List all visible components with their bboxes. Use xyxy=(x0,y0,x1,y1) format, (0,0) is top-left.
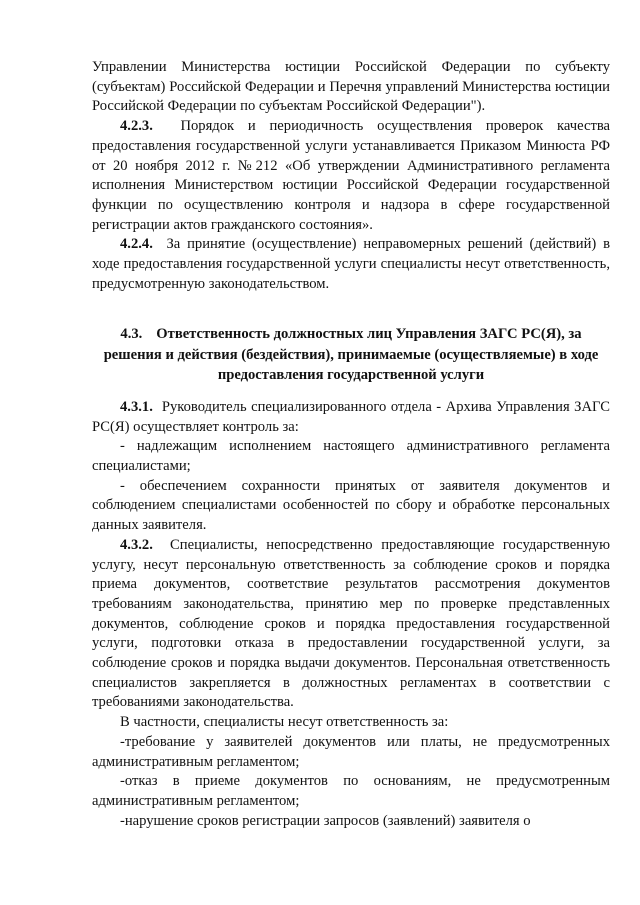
clause-number: 4.3.1. xyxy=(120,398,153,415)
paragraph-text: - обеспечением сохранности принятых от заявителя документов и соблюдением специалистами особенностей по сбору и обработке персональных данных заявителя. xyxy=(92,477,610,534)
paragraph-text: Порядок и периодичность осуществления проверок качества предоставления государственной услуги устанавливается Приказом Минюста РФ от 20 ноября 2012 г. №212 «Об утверждении Административного регламента исполнения Министерством юстиции Российской Федерации государственной функции по осуществлению контроля и надзора в сфере государственной регистрации актов гражданского состояния». xyxy=(92,118,610,233)
document-body xyxy=(92,58,610,831)
list-item xyxy=(92,812,610,832)
section-title: Ответственность должностных лиц Управления ЗАГС РС(Я), за решения и действия (бездействия), принимаемые (осуществляемые) в ходе предоставления государственной услуги xyxy=(103,326,599,384)
paragraph xyxy=(92,713,610,733)
paragraph-text: -требование у заявителей документов или платы, не предусмотренных административным регламентом; xyxy=(92,733,610,770)
list-item xyxy=(92,772,610,811)
paragraph-text: -нарушение сроков регистрации запросов (заявлений) заявителя о xyxy=(120,812,531,829)
paragraph-4-3-1 xyxy=(92,398,610,437)
list-item xyxy=(92,477,610,536)
spacer xyxy=(92,294,610,324)
list-item xyxy=(92,437,610,476)
clause-number: 4.3.2. xyxy=(120,536,153,553)
paragraph-text: В частности, специалисты несут ответственность за: xyxy=(120,714,449,731)
clause-number: 4.2.4. xyxy=(120,236,153,253)
paragraph-text: Управлении Министерства юстиции Российской Федерации по субъекту (субъектам) Российской Федерации и Перечня управлений Министерства юстиции Российской Федерации по субъектам Российской Федерации"). xyxy=(92,59,610,115)
paragraph-4-2-3 xyxy=(92,117,610,235)
section-number: 4.3. xyxy=(120,326,143,343)
paragraph-text: -отказ в приеме документов по основаниям, не предусмотренным административным регламентом; xyxy=(92,773,610,809)
paragraph-continuation xyxy=(92,58,610,117)
section-heading xyxy=(92,324,610,386)
clause-number: 4.2.3. xyxy=(120,118,153,135)
paragraph-text: - надлежащим исполнением настоящего административного регламента специалистами; xyxy=(92,438,610,475)
paragraph-text: Специалисты, непосредственно предоставляющие государственную услугу, несут персональную ответственность за соблюдение сроков и порядка приема документов, соответствие результатов рассмотрения документов требованиям законодательства, принятию мер по проверке представленных документов, соблюдение сроков и порядка предоставления государственной услуги, подготовки отказа в предоставлении государственной услуги, за соблюдение сроков и порядка выдачи документов. Персональная ответственность специалистов закрепляется в должностных регламентах в соответствии с требованиями законодательства. xyxy=(92,536,610,711)
paragraph-4-3-2 xyxy=(92,536,610,713)
spacer xyxy=(92,386,610,398)
list-item xyxy=(92,733,610,772)
paragraph-text: Руководитель специализированного отдела - Архива Управления ЗАГС РС(Я) осуществляет контроль за: xyxy=(92,398,611,435)
paragraph-4-2-4 xyxy=(92,235,610,294)
paragraph-text: За принятие (осуществление) неправомерных решений (действий) в ходе предоставления государственной услуги специалисты несут ответственность, предусмотренную законодательством. xyxy=(92,236,610,292)
